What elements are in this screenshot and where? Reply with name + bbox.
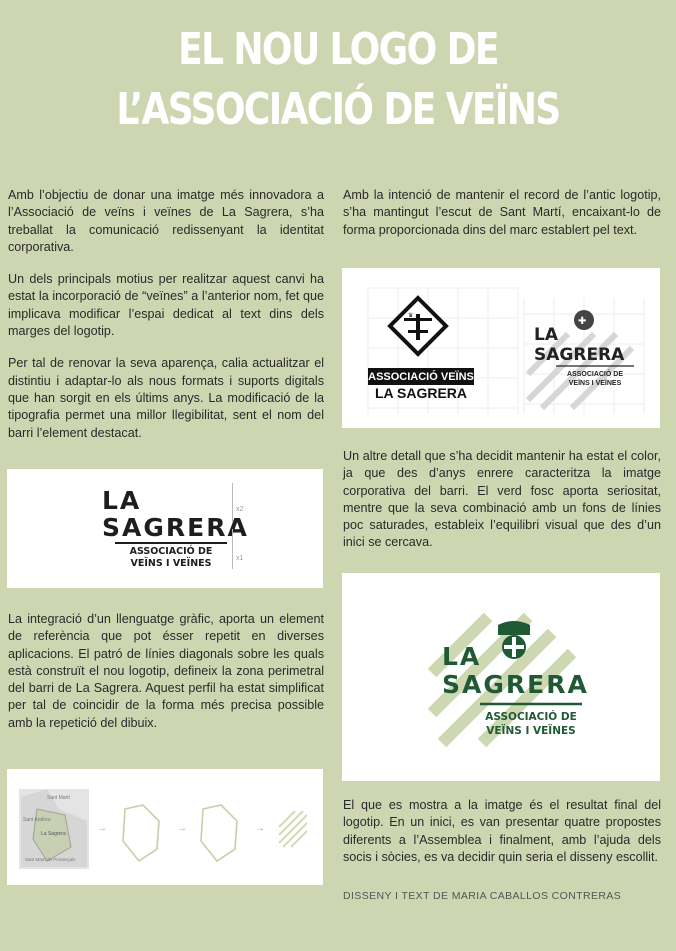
final-logo-panel bbox=[342, 573, 660, 781]
paragraph: Amb la intenció de mantenir el record de l’antic logotip, s’ha mantingut l’escut de Sant Martí, encaixant-lo de forma proporcionada dins del marc establert pel text. bbox=[343, 188, 661, 237]
measure-line bbox=[232, 483, 233, 523]
old-logo-band-text: ASSOCIACIÓ VEÏNS bbox=[368, 371, 474, 383]
arrow-icon: → bbox=[255, 823, 265, 834]
paragraph: Amb l’objectiu de donar una imatge més innovadora a l’Associació de veïns i veïnes de La Sagrera, s’ha treballat la comunicació redissenyant la identitat corporativa. bbox=[8, 188, 324, 254]
paragraph: Un altre detall que s’ha decidit mantenir ha estat el color, ja que des d’anys enrere caracteritza la imatge corporativa del barri. El verd fosc aporta seriositat, mentre que la seva combinació amb un fons de línies poc saturades, estableix l’equilibri visual que des d’un inici se cercava. bbox=[343, 449, 661, 550]
logo-name-sagrera: SAGRERA bbox=[102, 513, 249, 542]
map-label: Sant Martí de Provençals bbox=[25, 857, 76, 862]
left-column-text-top bbox=[8, 187, 324, 457]
measure-line bbox=[232, 529, 233, 569]
paragraph: Un dels principals motius per realitzar aquest canvi ha estat la incorporació de “veïnes” a l’anterior nom, fet que implicava modificar l’espai dedicat al text dins dels marges del logotip. bbox=[8, 272, 324, 339]
logo-comparison-panel bbox=[342, 268, 660, 428]
old-logo-name: LA SAGRERA bbox=[374, 385, 468, 401]
outline-shape bbox=[201, 805, 237, 861]
measure-label: x2 bbox=[236, 506, 244, 513]
diagonal-lines-pattern bbox=[279, 811, 307, 847]
final-logo-la: LA bbox=[442, 642, 482, 671]
grid-logo-la: LA bbox=[534, 325, 558, 345]
svg-text:✚: ✚ bbox=[578, 316, 587, 327]
grid-logo-sub-2: VEÏNS I VEÏNES bbox=[568, 380, 622, 387]
map-label: Sant Andreu bbox=[23, 817, 51, 823]
right-column-text-bottom bbox=[343, 797, 661, 881]
final-logo-sub-1: ASSOCIACIÓ DE bbox=[485, 711, 577, 723]
arrow-icon: → bbox=[97, 823, 107, 834]
title-line-2: L’ASSOCIACIÓ DE VEÏNS bbox=[116, 84, 560, 135]
map-illustration bbox=[7, 769, 323, 885]
grid-logo-sagrera: SAGRERA bbox=[534, 345, 625, 365]
right-column-text-top bbox=[343, 187, 661, 254]
logo-name-la: LA bbox=[102, 486, 142, 515]
logo-sub-2: VEÏNS I VEÏNES bbox=[130, 558, 212, 569]
paragraph: La integració d’un llenguatge gràfic, aporta un element de referència que pot ésser repetit en diverses aplicacions. El patró de línies diagonals sobre les quals està construït el nou logotip, defineix la zona perimetral del barri de La Sagrera. Aquest perfil ha estat simplificat per tal de coincidir de la forma més precisa possible amb la repetició del dibuix. bbox=[8, 612, 324, 730]
left-column-text-bottom bbox=[8, 611, 324, 747]
map-label: Sant Martí bbox=[47, 795, 71, 801]
title-line-1: EL NOU LOGO DE bbox=[178, 24, 498, 75]
grid-logo bbox=[528, 310, 634, 408]
page-title bbox=[61, 20, 615, 140]
final-logo bbox=[342, 573, 660, 781]
arrow-icon: → bbox=[177, 823, 187, 834]
right-column-text-middle bbox=[343, 448, 661, 567]
map-panel bbox=[7, 769, 323, 885]
final-logo-sagrera: SAGRERA bbox=[442, 670, 589, 699]
bw-logo-panel bbox=[7, 469, 323, 588]
logo-sub-1: ASSOCIACIÓ DE bbox=[129, 546, 213, 557]
paragraph: El que es mostra a la imatge és el resultat final del logotip. En un inici, es van presentar quatre propostes diferents a l’Assemblea i finalment, amb l’ajuda dels socis i sòcies, es va decidir quin seria el disseny escollit. bbox=[343, 798, 661, 864]
comparison-illustration bbox=[342, 268, 660, 428]
paragraph: Per tal de renovar la seva aparença, calia actualitzar el distintiu i adaptar-lo als nous formats i suports digitals que han sorgit en els últims anys. La modificació de la tipografia permet una millor llegibilitat, sent el nom del barri l’element destacat. bbox=[8, 356, 324, 440]
measure-label: x1 bbox=[236, 555, 244, 562]
final-logo-sub-2: VEÏNS I VEÏNES bbox=[486, 725, 576, 737]
outline-shape bbox=[123, 805, 159, 861]
credit-line: DISSENY I TEXT DE MARIA CABALLOS CONTRERAS bbox=[343, 890, 622, 902]
grid-logo-sub-1: ASSOCIACIÓ DE bbox=[566, 371, 624, 378]
map-label: La Sagrera bbox=[41, 831, 66, 837]
logo-divider bbox=[115, 542, 227, 544]
crown-icon: ♛ bbox=[408, 313, 414, 319]
